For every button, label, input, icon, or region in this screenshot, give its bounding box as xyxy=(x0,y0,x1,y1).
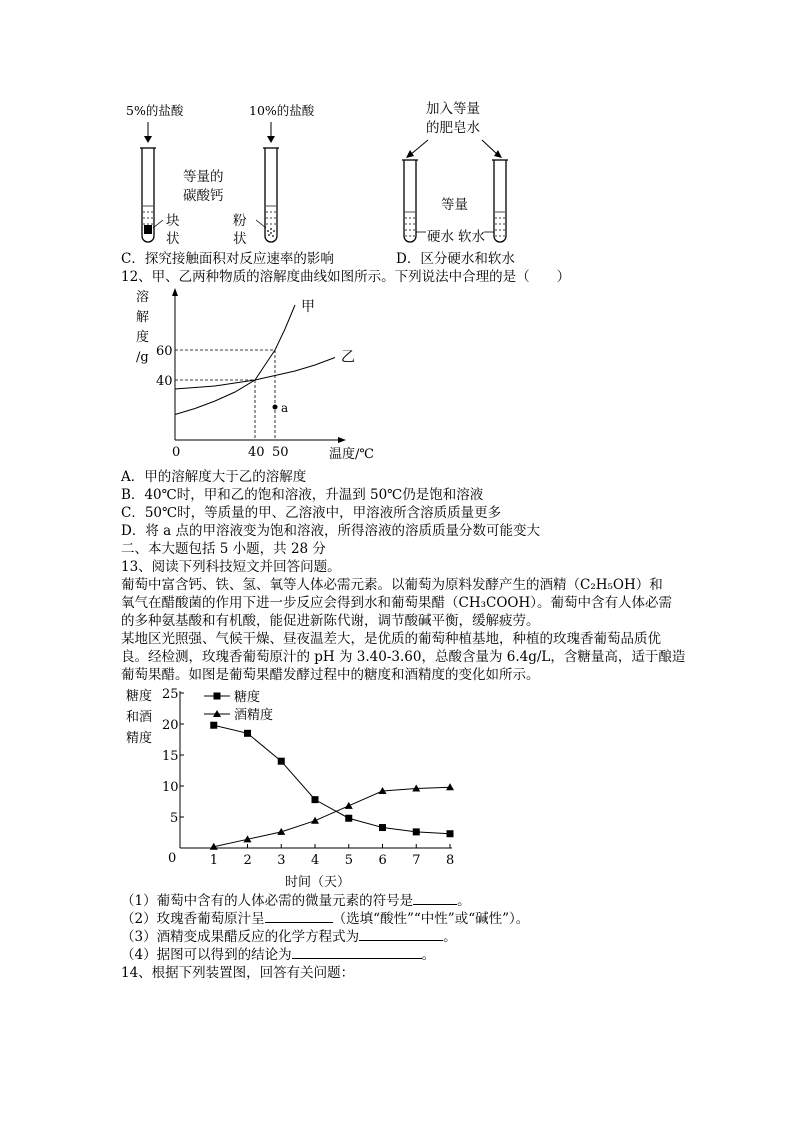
q13-para1-line3: 的多种氨基酸和有机酸，能促进新陈代谢，调节酸碱平衡，缓解疲劳。 xyxy=(121,613,540,629)
y-tick-label: 60 xyxy=(156,344,173,359)
test-tube-c-right xyxy=(265,148,277,242)
d-top-label-2: 的肥皂水 xyxy=(426,120,480,136)
sugar-data-point xyxy=(345,815,352,822)
q13-sub4-end: 。 xyxy=(421,947,436,963)
q12-option-d: D．将 a 点的甲溶液变为饱和溶液，所得溶液的溶质质量分数可能变大 xyxy=(121,523,540,539)
y-axis-label-line: 糖度 xyxy=(126,689,153,704)
y-tick-label: 20 xyxy=(162,718,179,733)
q13-para2-line3: 葡萄果醋。如图是葡萄果醋发酵过程中的糖度和酒精度的变化如所示。 xyxy=(121,667,540,683)
q13-sub1-blank[interactable] xyxy=(413,892,457,905)
point-a-label: a xyxy=(281,401,289,415)
y-axis-label-line: 精度 xyxy=(126,731,153,746)
sugar-data-point xyxy=(312,796,319,803)
q13-sub2-end: （选填“酸性”“中性”或“碱性”）。 xyxy=(332,911,530,927)
c-caption: C．探究接触面积对反应速率的影响 xyxy=(121,251,334,267)
x-tick-label: 8 xyxy=(446,853,455,868)
x-axis-label: 时间（天） xyxy=(285,875,351,890)
c-right-acid-label: 10%的盐酸 xyxy=(249,103,315,118)
x-axis-arrow xyxy=(338,437,346,443)
q12-stem: 12、甲、乙两种物质的溶解度曲线如图所示。下列说法中合理的是（ ） xyxy=(121,269,571,285)
q13-sub3-text: （3）酒精变成果醋反应的化学方程式为 xyxy=(121,929,360,945)
q12-option-b: B．40℃时，甲和乙的饱和溶液，升温到 50℃仍是饱和溶液 xyxy=(121,487,484,503)
d-soft-water-label: 软水 xyxy=(458,229,485,245)
series-line-sugar xyxy=(214,725,450,834)
y-axis-label-char: 度 xyxy=(136,330,150,345)
arrow-d-right xyxy=(482,140,498,155)
y-tick-label: 5 xyxy=(170,811,179,826)
x-tick-label: 5 xyxy=(344,853,354,868)
x-tick-label: 40 xyxy=(248,445,265,460)
experiment-figures xyxy=(0,0,794,260)
c-middle-label-1: 等量的 xyxy=(183,169,224,185)
q13-para2-line1: 某地区光照强、气候干燥、昼夜温差大，是优质的葡萄种植基地，种植的玫瑰香葡萄品质优 xyxy=(121,631,661,647)
arrow-left-head xyxy=(144,136,152,143)
q12-option-c: C．50℃时，等质量的甲、乙溶液中，甲溶液所含溶质质量更多 xyxy=(121,505,502,521)
q13-sub4-blank[interactable] xyxy=(292,946,422,959)
sugar-data-point xyxy=(379,824,386,831)
q12-option-a: A．甲的溶解度大于乙的溶解度 xyxy=(121,469,307,485)
y-tick-label: 15 xyxy=(162,749,179,764)
arrow-right-head xyxy=(267,136,275,143)
q13-para1-line2: 氧气在醋酸菌的作用下进一步反应会得到水和葡萄果醋（CH₃COOH）。葡萄中含有人体必需 xyxy=(121,595,673,611)
q13-stem: 13、阅读下列科技短文并回答问题。 xyxy=(121,559,341,575)
q13-sub1-text: （1）葡萄中含有的人体必需的微量元素的符号是 xyxy=(121,893,414,909)
arrow-d-left xyxy=(410,140,428,155)
q14-stem: 14、根据下列装置图，回答有关问题： xyxy=(121,965,355,981)
x-tick-label: 50 xyxy=(272,445,289,460)
acid-liquid-left xyxy=(143,206,153,224)
sugar-data-point xyxy=(447,830,454,837)
y-axis-label-char: 解 xyxy=(136,310,150,325)
sugar-data-point xyxy=(278,758,285,765)
legend-marker-sugar xyxy=(214,693,221,700)
c-block-label-2: 状 xyxy=(166,231,180,247)
q13-sub1-end: 。 xyxy=(457,893,471,909)
q13-para1-line1: 葡萄中富含钙、铁、氢、氧等人体必需元素。以葡萄为原料发酵产生的酒精（C₂H₅OH）和 xyxy=(121,577,663,593)
d-top-label-1: 加入等量 xyxy=(426,101,480,117)
y-axis-label-char: 溶 xyxy=(136,290,150,305)
alcohol-data-point xyxy=(311,817,319,824)
q13-sub3-blank[interactable] xyxy=(359,928,443,941)
legend-label-sugar: 糖度 xyxy=(234,690,261,705)
curve-label: 甲 xyxy=(301,299,315,315)
x-tick-label: 6 xyxy=(378,853,387,868)
x-tick-label: 4 xyxy=(311,853,320,868)
c-block-label-1: 块 xyxy=(166,213,180,229)
grape-fermentation-chart xyxy=(118,684,455,890)
x-tick-label: 0 xyxy=(172,445,181,460)
x-tick-label: 7 xyxy=(412,853,421,868)
alcohol-data-point xyxy=(446,783,454,790)
y-axis-label-char: /g xyxy=(136,350,149,365)
c-middle-label-2: 碳酸钙 xyxy=(183,188,224,204)
acid-liquid-right xyxy=(266,206,276,224)
alcohol-data-point xyxy=(345,802,353,809)
solubility-curve-yi xyxy=(175,358,335,390)
hard-water-liquid xyxy=(405,212,415,236)
sugar-data-point xyxy=(210,722,217,729)
sugar-data-point xyxy=(413,828,420,835)
y-axis-arrow xyxy=(172,288,178,296)
series-line-alcohol xyxy=(214,787,450,847)
solubility-chart xyxy=(110,285,374,465)
calcium-carbonate-powder xyxy=(267,228,275,237)
q13-sub1 xyxy=(121,892,471,910)
x-tick-label: 3 xyxy=(277,853,286,868)
c-powder-label-2: 状 xyxy=(233,231,247,247)
y-tick-label: 40 xyxy=(156,374,173,389)
q13-sub2-text: （2）玫瑰香葡萄原汁呈 xyxy=(121,911,265,927)
d-middle-label: 等量 xyxy=(441,197,468,213)
d-hard-water-label: 硬水 xyxy=(427,229,454,245)
y-tick-label: 10 xyxy=(162,780,179,795)
q13-sub4-text: （4）据图可以得到的结论为 xyxy=(121,947,292,963)
y-axis-label-line: 和酒 xyxy=(126,710,153,725)
point-a xyxy=(273,405,278,410)
section-2-heading: 二、本大题包括 5 小题，共 28 分 xyxy=(121,541,326,557)
c-powder-label-1: 粉 xyxy=(233,213,247,229)
calcium-carbonate-block xyxy=(144,225,152,234)
q13-para2-line2: 良。经检测，玫瑰香葡萄原汁的 pH 为 3.40-3.60，总酸含量为 6.4g/L，含糖量高，适于酿造 xyxy=(121,649,686,665)
c-left-acid-label: 5%的盐酸 xyxy=(126,103,184,118)
sugar-data-point xyxy=(244,730,251,737)
q13-sub2-blank[interactable] xyxy=(265,910,333,923)
x-axis-label: 温度/℃ xyxy=(329,447,374,462)
curve-label: 乙 xyxy=(341,349,355,366)
y-tick-label: 25 xyxy=(162,687,179,702)
x-tick-label: 2 xyxy=(243,853,252,868)
x-tick-label: 1 xyxy=(209,853,219,868)
legend-label-alcohol: 酒精度 xyxy=(234,708,274,723)
d-caption: D．区分硬水和软水 xyxy=(396,251,515,267)
q13-sub2 xyxy=(121,910,529,928)
solubility-curve-jia xyxy=(175,305,295,415)
q13-sub3-end: 。 xyxy=(443,929,457,945)
q13-sub4 xyxy=(121,946,435,964)
q13-sub3 xyxy=(121,928,457,946)
soft-water-liquid xyxy=(495,212,505,236)
origin-label: 0 xyxy=(168,851,177,866)
